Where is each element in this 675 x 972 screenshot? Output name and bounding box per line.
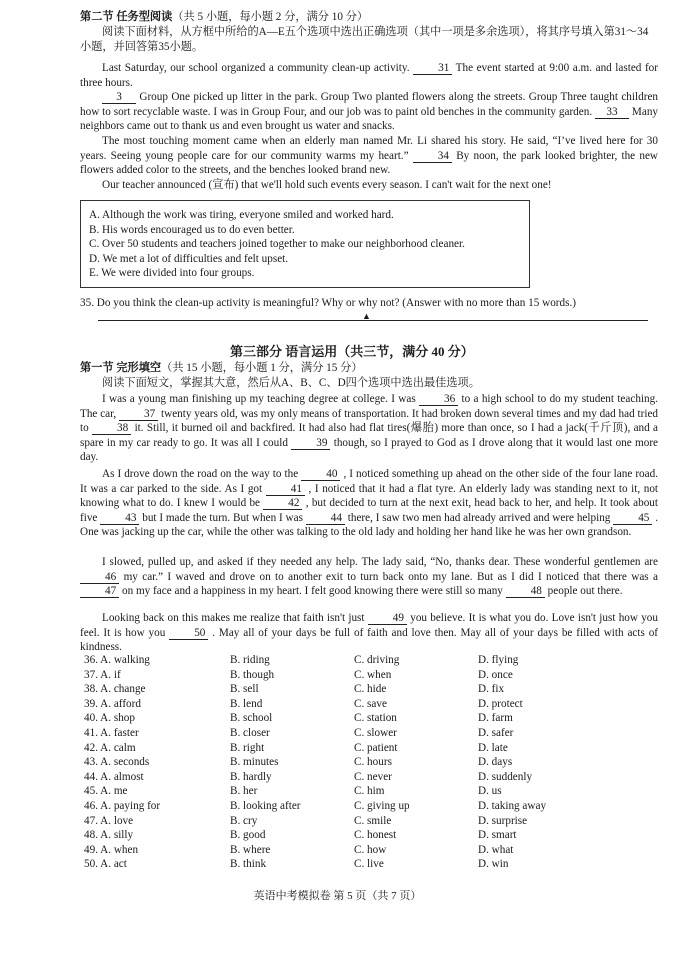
- choice-c: C. smile: [354, 814, 392, 827]
- blank-38: 38: [92, 422, 131, 435]
- choice-c: C. station: [354, 712, 397, 725]
- choice-b: B. lend: [230, 697, 263, 710]
- choice-a: 41. A. faster: [84, 726, 139, 739]
- choice-d: D. flying: [478, 654, 519, 666]
- blank-41: 41: [266, 483, 305, 496]
- choice-d: D. days: [478, 756, 513, 769]
- choice-d: D. taking away: [478, 799, 547, 812]
- blank-49: 49: [368, 612, 407, 625]
- choice-d: D. once: [478, 668, 513, 681]
- answer-line[interactable]: [98, 320, 648, 321]
- choice-c: C. live: [354, 858, 384, 871]
- choice-b: B. right: [230, 741, 265, 754]
- blank-42: 42: [263, 497, 302, 510]
- choice-row: [84, 726, 644, 741]
- choice-d: D. what: [478, 843, 514, 856]
- choice-c: C. save: [354, 697, 387, 710]
- choice-row: [84, 770, 644, 785]
- choice-a: 38. A. change: [84, 683, 146, 696]
- cloze-paragraph-4: Looking back on this makes me realize that faith isn't just 49 you believe. It is what you do. Love isn't just how you feel. It is how you 50 . May all of your days be full of faith and love then. May all of your days be filled with acts of kindness.: [80, 612, 659, 654]
- choice-row: [84, 697, 644, 712]
- choice-b: B. good: [230, 829, 266, 842]
- choice-a: 40. A. shop: [84, 712, 135, 725]
- question-35: 35. Do you think the clean-up activity is meaningful? Why or why not? (Answer with no more than 15 words.): [80, 297, 576, 309]
- choice-row: [84, 828, 644, 843]
- task-instructions: 阅读下面材料，从方框中所给的A—E五个选项中选出正确选项（其中一项是多余选项），将其序号填入第31～34小题，并回答第35小题。: [80, 26, 649, 53]
- choice-c: C. never: [354, 770, 392, 783]
- choice-a: 50. A. act: [84, 858, 127, 871]
- choice-a: 49. A. when: [84, 843, 139, 856]
- passage-paragraph-1: Last Saturday, our school organized a community clean-up activity. 31 The event started at 9:00 a.m. and lasted for three hours.: [80, 62, 658, 89]
- choice-row: [84, 814, 644, 829]
- passage-paragraph-4: Our teacher announced (宣布) that we'll hold such events every season. I can't wait for the next one!: [102, 179, 552, 191]
- cloze-heading-title: 第一节 完形填空: [80, 362, 162, 374]
- option-a: A. Although the work was tiring, everyone smiled and worked hard.: [89, 209, 394, 221]
- choice-b: B. her: [230, 785, 258, 798]
- choice-d: D. safer: [478, 726, 514, 739]
- choice-a: 47. A. love: [84, 814, 134, 827]
- choice-row: [84, 799, 644, 814]
- blank-37: 37: [119, 408, 158, 421]
- choice-c: C. when: [354, 668, 392, 681]
- choice-c: C. hours: [354, 756, 392, 769]
- choice-row: [84, 741, 644, 756]
- choice-b: B. think: [230, 858, 267, 871]
- choice-a: 37. A. if: [84, 668, 121, 681]
- choice-a: 44. A. almost: [84, 770, 144, 783]
- choice-d: D. smart: [478, 829, 517, 842]
- choice-b: B. closer: [230, 726, 270, 739]
- blank-46: 46: [80, 571, 119, 584]
- choice-d: D. protect: [478, 697, 523, 710]
- cloze-paragraph-1: I was a young man finishing up my teaching degree at college. I was 36 to a high school to do my student teaching. The car, 37 twenty years old, was my only means of transportation. It had broken down several times and my dad had tried to 38 it. Still, it burned oil and backfired. It had also had flat tires(爆胎) more than once, so I had a jack(千斤顶), and a spare in my car ready to go. It was all I could 39 though, so I prayed to God as I drove along that it would last one more day.: [80, 393, 659, 464]
- blank-33: 33: [595, 106, 629, 119]
- blank-43: 43: [100, 512, 139, 525]
- option-c: C. Over 50 students and teachers joined together to make our neighborhood cleaner.: [89, 238, 465, 251]
- option-d: D. We met a lot of difficulties and felt upset.: [89, 252, 289, 265]
- choice-b: B. riding: [230, 654, 270, 666]
- blank-47: 47: [80, 585, 119, 598]
- choice-row: [84, 668, 644, 683]
- blank-39: 39: [291, 437, 330, 450]
- choice-b: B. where: [230, 843, 271, 856]
- choice-row: [84, 843, 644, 858]
- cloze-heading: [80, 361, 363, 376]
- choice-c: C. honest: [354, 829, 397, 842]
- choice-a: 39. A. afford: [84, 697, 141, 710]
- blank-36: 36: [419, 393, 458, 406]
- choice-d: D. surprise: [478, 814, 528, 827]
- choice-b: B. sell: [230, 683, 259, 696]
- blank-31: 31: [413, 62, 452, 75]
- options-box: [80, 200, 530, 288]
- blank-32: 3: [102, 91, 136, 104]
- choice-d: D. win: [478, 858, 509, 871]
- choice-c: C. how: [354, 843, 387, 856]
- cloze-paragraph-3: I slowed, pulled up, and asked if they needed any help. The lady said, “No, thanks dear. These wonderful gentlemen are 46 my car.” I waved and drove on to another exit to turn back onto my lane. But as I did I noticed that there was a 47 on my face and a happiness in my heart. I felt good knowing there were still so many 48 people out there.: [80, 555, 658, 599]
- blank-34: 34: [413, 150, 452, 163]
- option-b: B. His words encouraged us to do even better.: [89, 223, 295, 236]
- choice-b: B. minutes: [230, 756, 279, 769]
- blank-50: 50: [169, 627, 208, 640]
- choice-c: C. giving up: [354, 799, 410, 812]
- answer-choices: [84, 653, 644, 872]
- choice-a: 42. A. calm: [84, 741, 136, 754]
- choice-row: [84, 784, 644, 799]
- choice-row: [84, 711, 644, 726]
- choice-row: [84, 857, 644, 872]
- choice-c: C. driving: [354, 654, 400, 666]
- page-footer: 英语中考模拟卷 第 5 页（共 7 页）: [253, 890, 422, 902]
- choice-d: D. suddenly: [478, 770, 533, 783]
- cloze-paragraph-2: As I drove down the road on the way to the 40 , I noticed something up ahead on the other side of the four lane road. It was a car parked to the side. As I got 41 , I noticed that it had a flat tyre. An elderly lady was standing next to it, not knowing what to do. I knew I would be 42 , but decided to turn at the next exit, head back to her, and help. It took about five 43 but I made the turn. But when I was 44 there, I saw two men had already arrived and were helping 45 . One was jacking up the car, while the other was talking to the old lady and holding her hand like he was her own grandson.: [80, 468, 659, 539]
- cloze-heading-note: （共 15 小题，每小题 1 分，满分 15 分）: [161, 362, 363, 374]
- section-heading-title: 第二节 任务型阅读: [80, 11, 173, 23]
- choice-d: D. us: [478, 785, 502, 798]
- blank-40: 40: [301, 468, 340, 481]
- choice-row: [84, 682, 644, 697]
- choice-b: B. cry: [230, 814, 258, 827]
- choice-d: D. fix: [478, 683, 505, 696]
- choice-d: D. farm: [478, 712, 513, 725]
- choice-a: 36. A. walking: [84, 654, 150, 666]
- part-title: 第三部分 语言运用（共三节，满分 40 分）: [230, 344, 474, 359]
- option-e: E. We were divided into four groups.: [89, 267, 255, 280]
- choice-b: B. looking after: [230, 799, 301, 812]
- choice-c: C. hide: [354, 683, 387, 696]
- blank-44: 44: [306, 512, 345, 525]
- blank-48: 48: [506, 585, 545, 598]
- section-heading: [80, 10, 368, 25]
- choice-a: 45. A. me: [84, 785, 128, 798]
- choice-a: 46. A. paying for: [84, 799, 161, 812]
- choice-a: 43. A. seconds: [84, 756, 150, 769]
- passage-paragraph-3: The most touching moment came when an elderly man named Mr. Li shared his story. He said, “I’ve lived here for 30 years. Seeing young people care for our community warms my heart.” 34 By noon, the park looked brighter, the new flowers added color to the streets, and the benches looked brand new.: [80, 135, 658, 177]
- choice-row: [84, 653, 644, 668]
- blank-45: 45: [613, 512, 652, 525]
- passage-paragraph-2: 3 Group One picked up litter in the park. Group Two planted flowers along the streets. Group Three taught children how to sort recyclable waste. I was in Group Four, and our job was to paint old benches in the community garden. 33 Many neighbors came out to thank us and even brought us water and snacks.: [80, 91, 659, 133]
- choice-row: [84, 755, 644, 770]
- triangle-marker: ▲: [362, 311, 371, 321]
- choice-d: D. late: [478, 741, 508, 754]
- section-heading-note: （共 5 小题，每小题 2 分，满分 10 分）: [172, 11, 369, 23]
- choice-b: B. school: [230, 712, 273, 725]
- choice-c: C. slower: [354, 726, 397, 739]
- choice-c: C. patient: [354, 741, 398, 754]
- choice-a: 48. A. silly: [84, 829, 134, 842]
- cloze-instructions: 阅读下面短文，掌握其大意，然后从A、B、C、D四个选项中选出最佳选项。: [102, 377, 480, 389]
- choice-c: C. him: [354, 785, 385, 798]
- choice-b: B. hardly: [230, 770, 272, 783]
- choice-b: B. though: [230, 668, 275, 681]
